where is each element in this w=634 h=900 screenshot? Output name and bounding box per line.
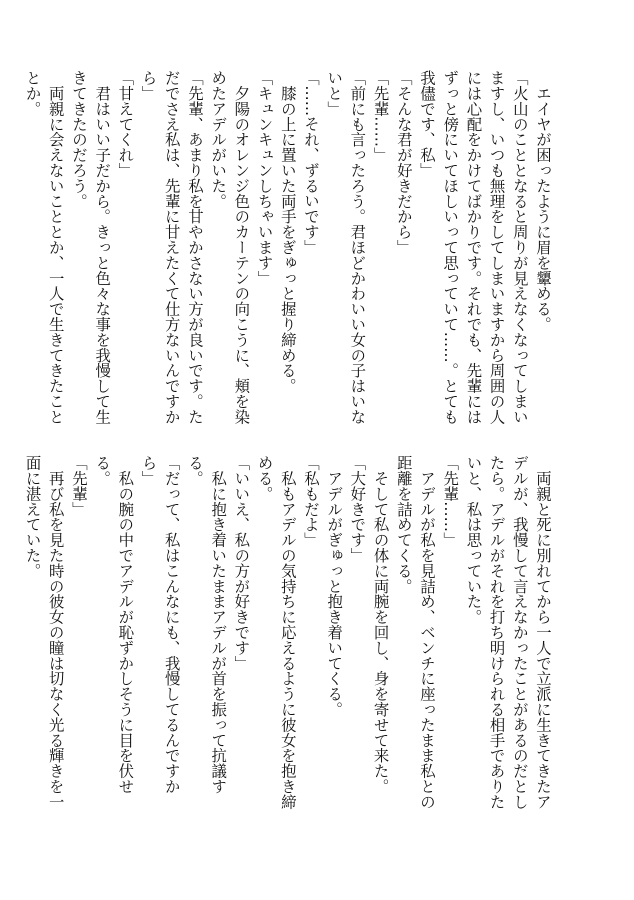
text-column: いと、私は思っていた。 [464,455,483,625]
text-column: 我儘です、私」 [417,70,436,178]
text-column: 膝の上に置いた両手をぎゅっと握り締める。 [278,70,297,394]
text-column: デルが、我慢して言えなかったことがあるのだとし [510,455,529,810]
text-column: 夕陽のオレンジ色のカーテンの向こうに、頬を染 [232,70,251,425]
text-column: 君はいい子だから。きっと色々な事を我慢して生 [93,70,112,425]
text-column: 「いいえ、私の方が好きです」 [232,455,251,671]
text-column: 「先輩……」 [441,455,460,548]
text-column: 「私もだよ」 [301,455,320,548]
text-column: 面に湛えていた。 [23,455,42,579]
text-column: 「そんな君が好きだから」 [394,70,413,255]
text-column: 「だって、私はこんなにも、我慢してるんですか [162,455,181,794]
text-column: いと」 [325,70,344,117]
text-column: 再び私を見た時の彼女の瞳は切なく光る輝きを一 [46,455,65,810]
text-column: 「火山のこととなると周りが見えなくなってしまい [510,70,529,425]
text-column: きてきたのだろう。 [69,70,88,209]
text-column: ずっと傍にいてほしいって思っていて……。とても [441,70,460,425]
text-column: 「キュンキュンしちゃいます」 [255,70,274,286]
text-column: ら」 [139,70,158,101]
text-column: める。 [255,455,274,502]
text-column: 「……それ、ずるいです」 [301,70,320,255]
text-column: だでさえ私は、先輩に甘えたくて仕方ないんですか [162,70,181,425]
text-column: 「先輩、あまり私を甘やかさない方が良いです。た [185,70,204,425]
text-column: る。 [185,455,204,486]
text-column: 「先輩」 [69,455,88,517]
text-column: めたアデルがいた。 [209,70,228,209]
text-column: アデルがぎゅっと抱き着いてくる。 [325,455,344,717]
text-column: ますし、いつも無理をしてしまいますから周囲の人 [487,70,506,425]
text-column: エイヤが困ったように眉を顰める。 [534,70,552,332]
text-column: とか。 [23,70,42,117]
text-column: そして私の体に両腕を回し、身を寄せて来た。 [371,455,390,794]
text-column: には心配をかけてばかりです。それでも、先輩には [464,70,483,425]
text-column: アデルが私を見詰め、ベンチに座ったまま私との [417,455,436,810]
text-column: 距離を詰めてくる。 [394,455,413,594]
text-block-top [23,70,554,440]
text-block-bottom [23,455,554,840]
text-column: 「前にも言ったろう。君ほどかわいい女の子はいな [348,70,367,425]
text-column: たら。アデルがそれを打ち明けられる相手でありた [487,455,506,810]
text-column: 「甘えてくれ」 [116,70,135,178]
text-column: 「先輩……」 [371,70,390,163]
text-column: 私もアデルの気持ちに応えるように彼女を抱き締 [278,455,297,810]
text-column: 私の腕の中でアデルが恥ずかしそうに目を伏せ [116,455,135,794]
text-column: 両親と死に別れてから一人で立派に生きてきたア [534,455,552,810]
text-column: 両親に会えないこととか、一人で生きてきたこと [46,70,65,425]
text-column: る。 [93,455,112,486]
text-column: 私に抱き着いたままアデルが首を振って抗議す [209,455,228,794]
text-column: ら」 [139,455,158,486]
text-column: 「大好きです」 [348,455,367,563]
